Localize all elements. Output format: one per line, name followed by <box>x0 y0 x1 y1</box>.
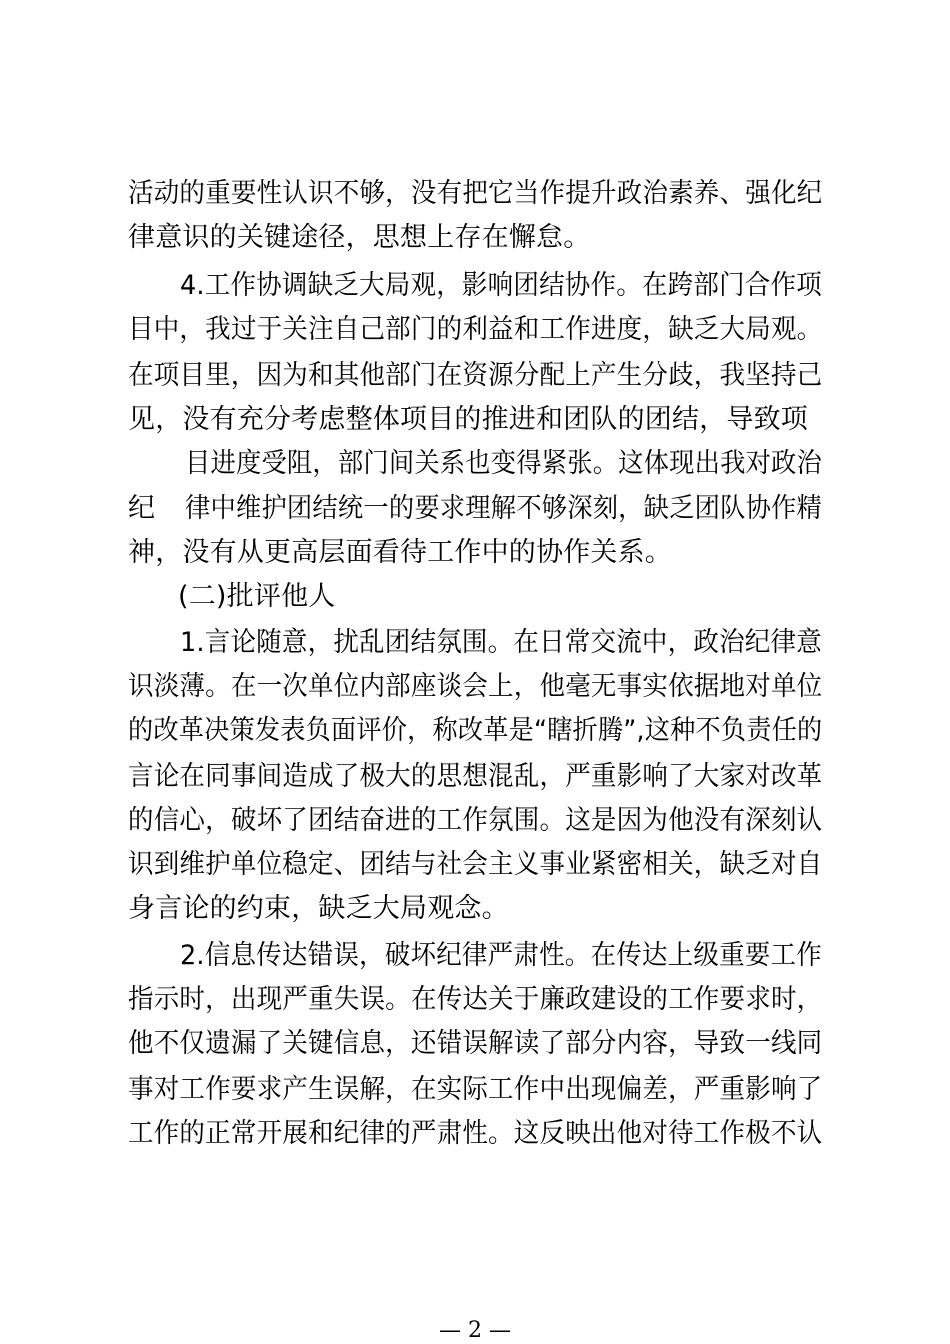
text-line: 识到维护单位稳定、团结与社会主义事业紧密相关，缺乏对自 <box>128 849 823 880</box>
text-line: 神，没有从更高层面看待工作中的协作关系。 <box>128 537 672 568</box>
text-line: 目进度受阻，部门间关系也变得紧张。这体现出我对政治 <box>185 448 823 479</box>
page-number: — 2 — <box>439 1318 511 1343</box>
text-line: 识淡薄。在一次单位内部座谈会上，他毫无事实依据地对单位 <box>128 671 823 702</box>
text-line: 言论在同事间造成了极大的思想混乱，严重影响了大家对改革 <box>128 761 823 792</box>
text-line: 纪 <box>128 493 156 524</box>
text-line: 事对工作要求产生误解，在实际工作中出现偏差，严重影响了 <box>128 1074 823 1105</box>
text-line: 1.言论随意，扰乱团结氛围。在日常交流中，政治纪律意 <box>180 627 822 658</box>
text-line: 目中，我过于关注自己部门的利益和工作进度，缺乏大局观。 <box>128 314 823 345</box>
text-line: 2.信息传达错误，破坏纪律严肃性。在传达上级重要工作 <box>180 940 822 971</box>
text-line: 身言论的约束，缺乏大局观念。 <box>128 893 509 924</box>
text-line: 的信心，破坏了团结奋进的工作氛围。这是因为他没有深刻认 <box>128 805 823 836</box>
text-line: 见，没有充分考虑整体项目的推进和团队的团结，导致项 <box>128 404 808 435</box>
text-line: 活动的重要性认识不够，没有把它当作提升政治素养、强化纪 <box>128 178 823 209</box>
section-heading: (二)批评他人 <box>178 581 336 612</box>
text-line: 工作的正常开展和纪律的严肃性。这反映出他对待工作极不认 <box>128 1118 823 1149</box>
text-line: 在项目里，因为和其他部门在资源分配上产生分歧，我坚持己 <box>128 360 823 391</box>
text-line: 指示时，出现严重失误。在传达关于廉政建设的工作要求时， <box>128 984 823 1015</box>
text-line: 的改革决策发表负面评价，称改革是“瞎折腾”,这种不负责任的 <box>128 715 823 746</box>
text-line: 他不仅遗漏了关键信息，还错误解读了部分内容，导致一线同 <box>128 1028 823 1059</box>
text-line: 律意识的关键途径，思想上存在懈怠。 <box>128 222 591 253</box>
text-line: 律中维护团结统一的要求理解不够深刻，缺乏团队协作精 <box>185 493 823 524</box>
text-line: 4.工作协调缺乏大局观，影响团结协作。在跨部门合作项 <box>180 270 822 301</box>
